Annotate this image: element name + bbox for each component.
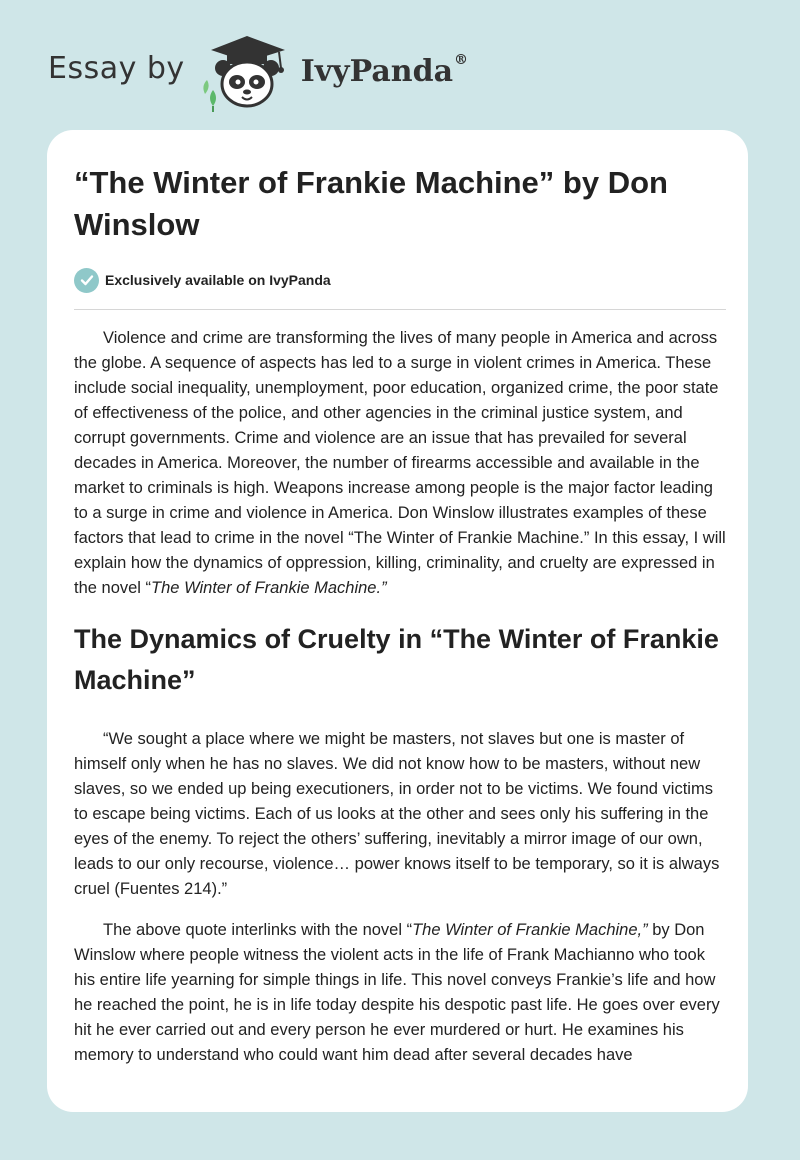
exclusive-badge bbox=[74, 266, 726, 294]
intro-paragraph: Violence and crime are transforming the lives of many people in America and across the globe. A sequence of aspects has led to a surge in violent crimes in America. These include social inequality, unemployment, poor education, organized crime, the poor state of effectiveness of the police, and other agencies in the criminal justice system, and corrupt governments. Crime and violence are an issue that has prevailed for several decades in America. Moreover, the number of firearms accessible and available in the market to criminals is high. Weapons increase among people is the major factor leading to a surge in crime and violence in America. Don Winslow illustrates examples of these factors that lead to crime in the novel “The Winter of Frankie Machine.” In this essay, I will explain how the dynamics of oppression, killing, criminality, and cruelty are expressed in the novel “The Winter of Frankie Machine.” bbox=[74, 329, 726, 597]
brand-name: IvyPanda® bbox=[300, 51, 469, 89]
section-heading: The Dynamics of Cruelty in “The Winter of Frankie Machine” bbox=[74, 624, 719, 695]
site-header bbox=[48, 32, 568, 112]
essay-title: “The Winter of Frankie Machine” by Don Winslow bbox=[74, 165, 668, 242]
divider bbox=[74, 309, 726, 310]
body-paragraph: The above quote interlinks with the novel “The Winter of Frankie Machine,” by Don Winslow where people witness the violent acts in the life of Frank Machianno who took his entire life yearning for simple things in life. This novel conveys Frankie’s life and how he reached the point, he is in life today despite his despotic past life. He goes over every hit he ever carried out and every person he ever murdered or hurt. He examines his memory to understand who could want him dead after several decades have bbox=[74, 921, 720, 1064]
essay-card bbox=[47, 130, 748, 1112]
checkmark-icon bbox=[74, 268, 99, 293]
panda-logo-icon bbox=[199, 32, 295, 112]
quote-paragraph: “We sought a place where we might be masters, not slaves but one is master of himself only when he has no slaves. We did not know how to be masters, without new slaves, so we ended up being executioners, in order not to be victims. We found victims to escape being victims. Each of us looks at the other and sees only his suffering in the eyes of the enemy. To reject the others’ suffering, inevitably a mirror image of our own, leads to our only recourse, violence… power knows itself to be temporary, so it is always cruel (Fuentes 214).” bbox=[74, 730, 720, 898]
essay-content bbox=[74, 162, 726, 1068]
exclusive-badge-label: Exclusively available on IvyPanda bbox=[105, 272, 331, 288]
essay-by-label: Essay by bbox=[48, 50, 185, 86]
